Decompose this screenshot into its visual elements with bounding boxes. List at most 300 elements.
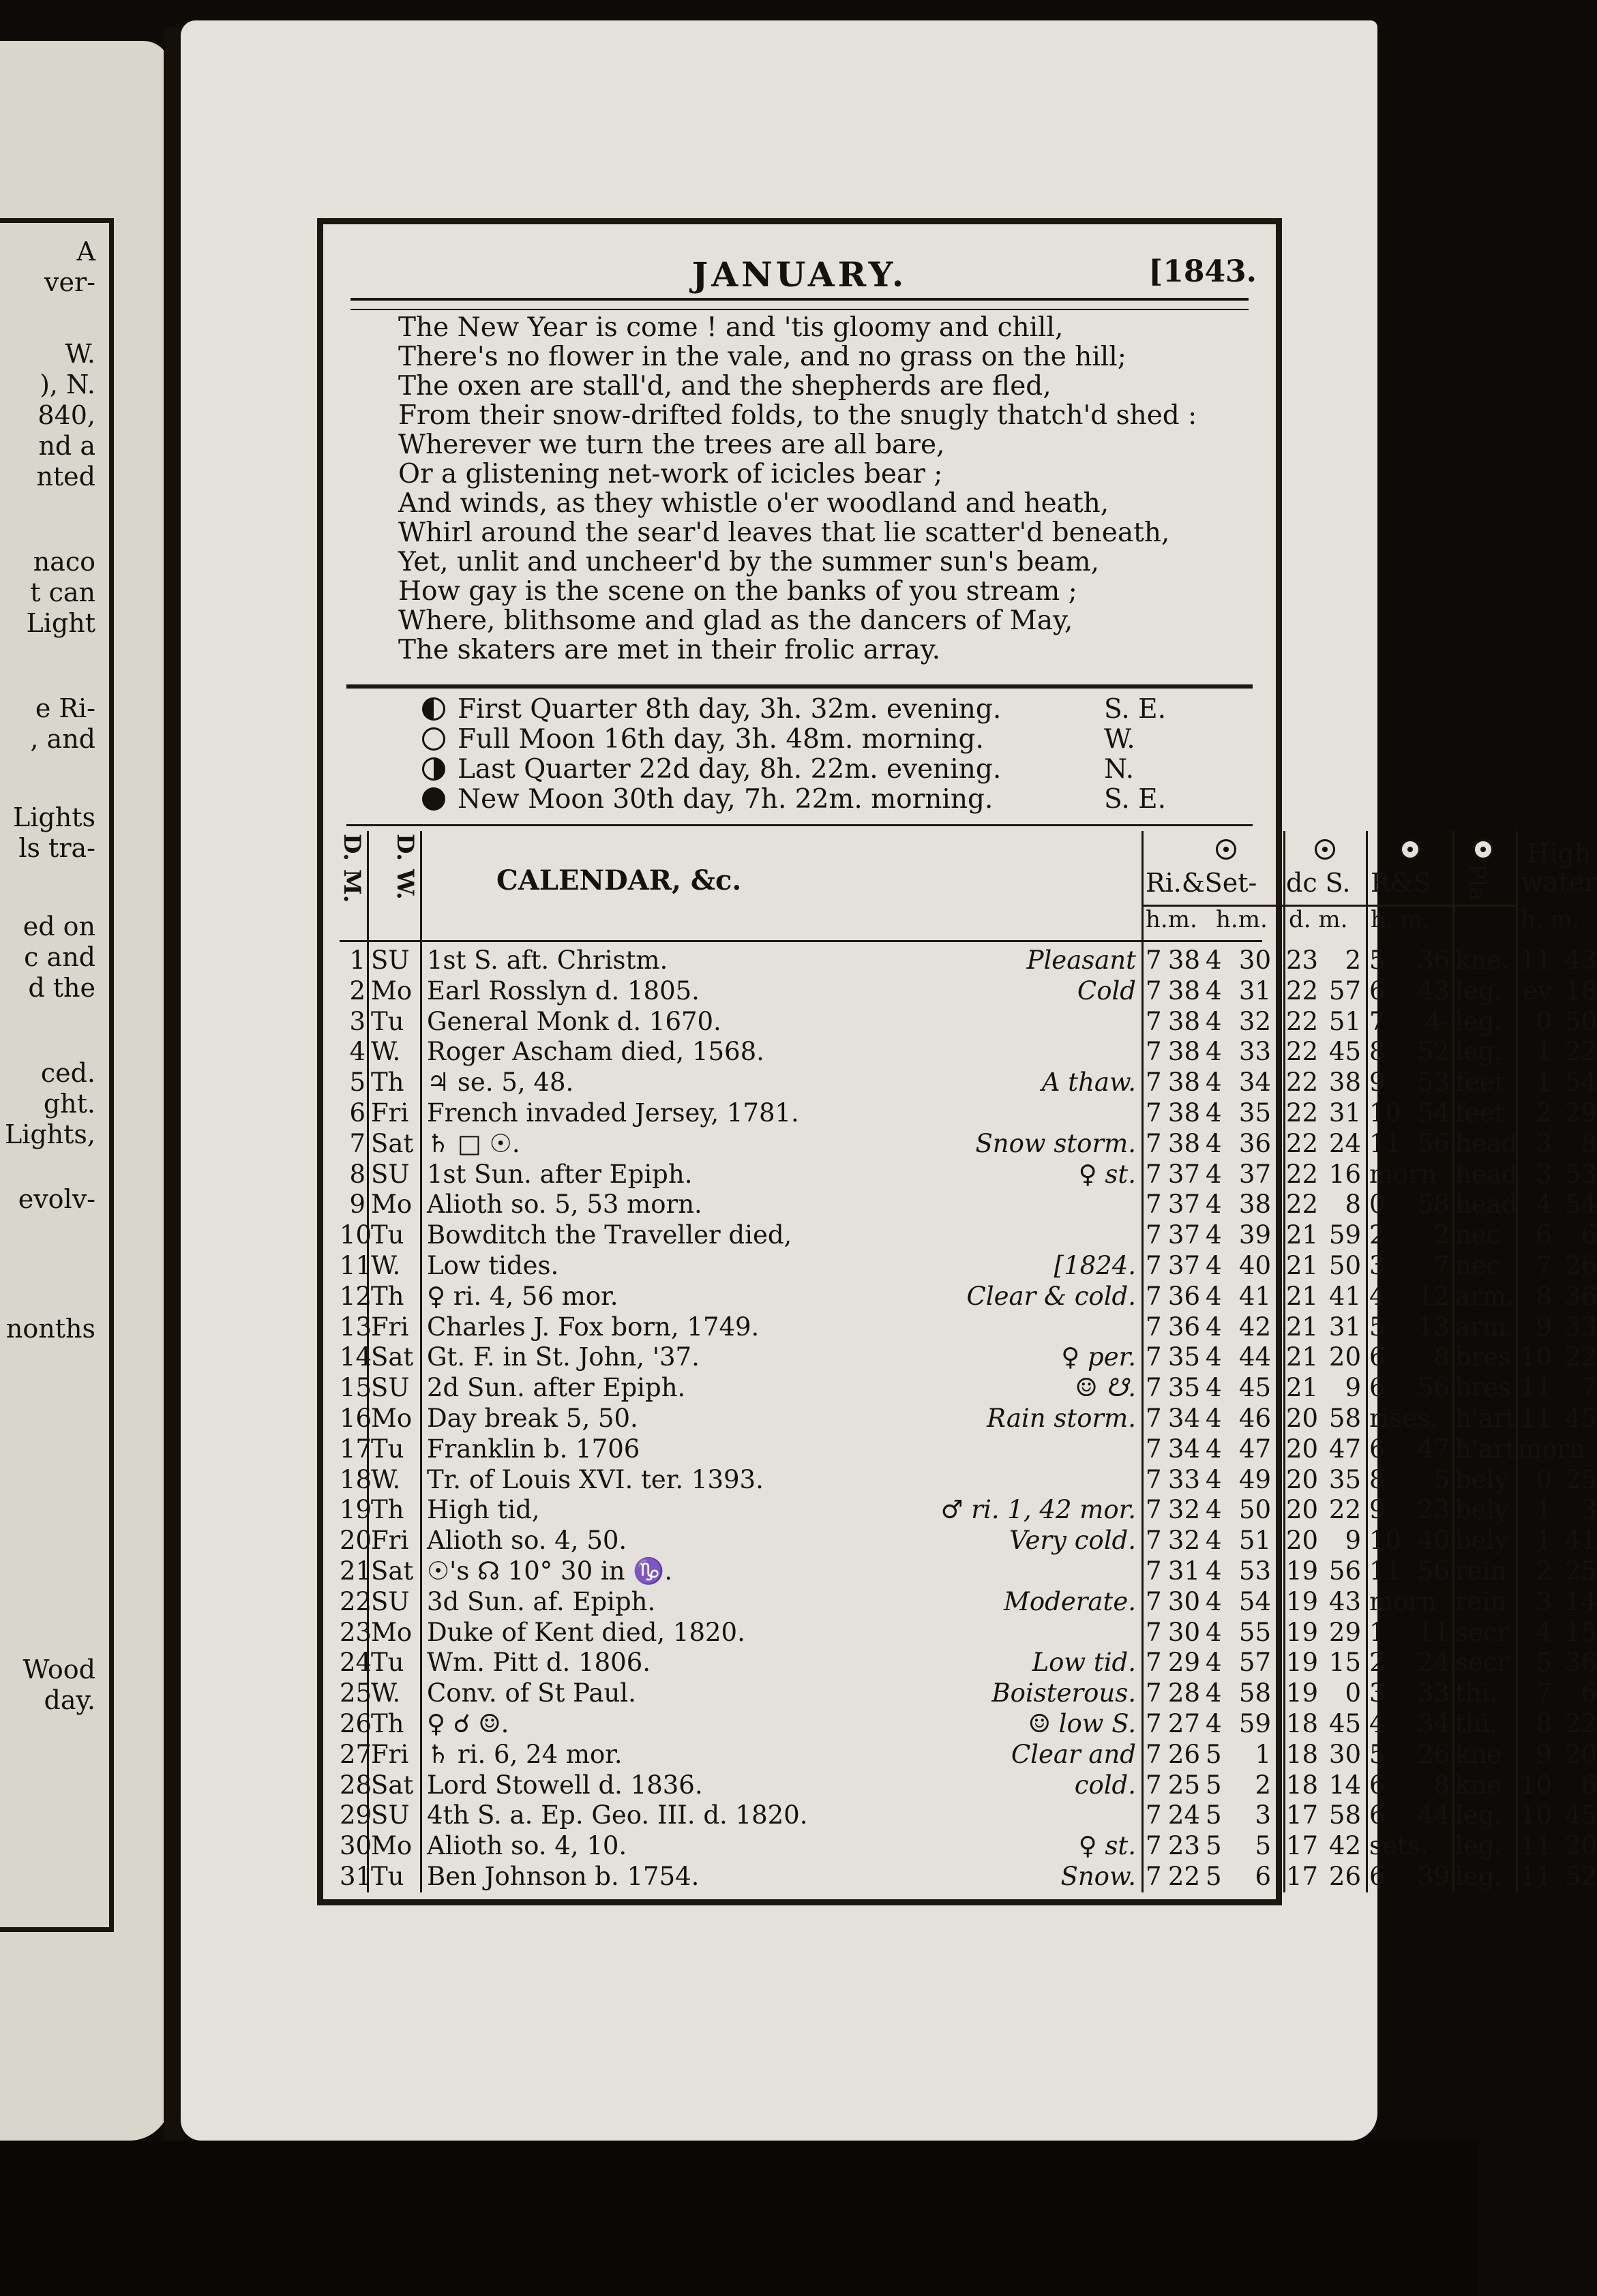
declination-minutes: 26 [1328, 1861, 1361, 1891]
sun-set-minute: 35 [1238, 1098, 1271, 1128]
calendar-event: ♄ ri. 6, 24 mor. [427, 1739, 623, 1769]
sun-set-hour: 4 [1206, 1190, 1222, 1220]
sun-set-hour: 4 [1206, 1037, 1222, 1067]
moon-place: feet [1455, 1068, 1505, 1098]
page-shadow [0, 2141, 1477, 2296]
calendar-event: Duke of Kent died, 1820. [427, 1617, 745, 1647]
sun-set-minute: 5 [1255, 1831, 1271, 1861]
sun-set-minute: 6 [1255, 1861, 1271, 1891]
moon-place: rein [1455, 1586, 1507, 1616]
moon-rise-set-hour: 7 [1369, 1006, 1386, 1036]
moon-phase-text: New Moon 30th day, 7h. 22m. morning. [458, 784, 994, 815]
sun-set-minute: 45 [1238, 1373, 1271, 1403]
moon-rise-set-hour: 6 [1369, 976, 1386, 1006]
day-of-week: W. [371, 1037, 401, 1067]
moon-rise-set-hour: 9 [1369, 1495, 1386, 1525]
sun-set-minute: 44 [1238, 1342, 1271, 1372]
day-of-month: 1 [349, 946, 365, 975]
left-page-text-fragment: ed on [23, 911, 95, 941]
table-row [340, 1526, 1597, 1556]
sun-rise-hour: 7 [1146, 1068, 1162, 1098]
high-water-hour: 11 [1519, 946, 1552, 975]
calendar-note: cold. [1074, 1770, 1136, 1800]
left-page-text-fragment: day. [44, 1685, 95, 1715]
moon-rise-set-minute: 23 [1417, 1495, 1450, 1525]
calendar-entry [427, 1587, 1136, 1617]
declination-minutes: 43 [1328, 1586, 1361, 1616]
calendar-entry [427, 1618, 1136, 1648]
calendar-note: ♀ per. [1061, 1342, 1136, 1372]
calendar-entry [427, 1800, 1136, 1830]
left-page-text-fragment: 840, [38, 400, 95, 430]
moon-rise-set-hour: 1 [1369, 1617, 1386, 1647]
moon-rise-set-minute: 40 [1417, 1526, 1450, 1556]
high-water-hour: 7 [1536, 1678, 1552, 1708]
poem-line: Or a glistening net-work of icicles bear ; [398, 459, 943, 489]
year-label: [1843. [1148, 254, 1257, 289]
declination-degrees: 21 [1286, 1312, 1319, 1342]
table-row [340, 1250, 1597, 1282]
moon-place: leg. [1455, 1006, 1503, 1036]
table-row [340, 1739, 1597, 1770]
calendar-event: Franklin b. 1706 [427, 1434, 640, 1464]
declination-minutes: 31 [1328, 1098, 1361, 1128]
poem-rule [346, 684, 1253, 689]
sun-set-minute: 36 [1238, 1128, 1271, 1158]
calendar-event: Alioth so. 4, 10. [427, 1831, 627, 1861]
sun-rise-minute: 38 [1167, 946, 1200, 975]
calendar-event: Tr. of Louis XVI. ter. 1393. [427, 1464, 764, 1494]
declination-minutes: 47 [1328, 1434, 1361, 1464]
calendar-entry [427, 1526, 1136, 1556]
calendar-note: Snow. [1060, 1861, 1136, 1891]
declination-minutes: 58 [1328, 1800, 1361, 1830]
declination-degrees: 18 [1286, 1739, 1319, 1769]
left-page-text-fragment: ver- [44, 267, 95, 297]
day-of-month: 15 [340, 1373, 372, 1403]
header-day-of-month: D. M. [338, 834, 365, 903]
sun-set-hour: 5 [1206, 1739, 1222, 1769]
day-of-month: 27 [340, 1739, 372, 1769]
table-row [340, 1556, 1597, 1587]
declination-minutes: 30 [1328, 1739, 1361, 1769]
day-of-month: 13 [340, 1312, 372, 1342]
declination-degrees: 21 [1286, 1373, 1319, 1403]
day-of-month: 21 [340, 1556, 372, 1586]
moon-rise-set-hour: 5 [1369, 946, 1386, 975]
high-water-hour: 7 [1536, 1250, 1552, 1280]
high-water-minute: 53 [1564, 1159, 1597, 1189]
day-of-month: 19 [340, 1495, 372, 1525]
sun-set-hour: 5 [1206, 1861, 1222, 1891]
moon-rise-set-minute: 54 [1417, 1098, 1450, 1128]
calendar-event: Low tides. [427, 1250, 559, 1280]
day-of-week: SU [371, 946, 410, 975]
calendar-event: ♃ se. 5, 48. [427, 1068, 574, 1098]
calendar-entry [427, 946, 1136, 976]
day-of-week: Th [371, 1708, 404, 1738]
calendar-event: Lord Stowell d. 1836. [427, 1770, 703, 1800]
table-row [340, 1128, 1597, 1160]
header-day-of-week: D. W. [391, 834, 419, 900]
day-of-month: 4 [349, 1037, 365, 1067]
day-of-week: SU [371, 1159, 410, 1189]
high-water-minute: 29 [1564, 1098, 1597, 1128]
new-moon-icon [422, 787, 445, 811]
calendar-event: Wm. Pitt d. 1806. [427, 1648, 651, 1678]
moon-rise-set-minute: 11 [1417, 1617, 1450, 1647]
poem-line: Whirl around the sear'd leaves that lie scatter'd beneath, [398, 517, 1170, 548]
high-water-hour: 6 [1536, 1220, 1552, 1250]
sun-rise-hour: 7 [1146, 946, 1162, 975]
day-of-month: 23 [340, 1617, 372, 1647]
declination-minutes: 22 [1328, 1495, 1361, 1525]
moon-phase-text: First Quarter 8th day, 3h. 32m. evening. [458, 694, 1002, 725]
sun-set-hour: 4 [1206, 976, 1222, 1006]
moon-rise-set-hour: 0 [1369, 1190, 1386, 1220]
calendar-note: ♀ st. [1078, 1159, 1136, 1189]
day-of-week: Mo [371, 1617, 413, 1647]
sun-rise-hour: 7 [1146, 1739, 1162, 1769]
high-water-hour: 10 [1519, 1800, 1552, 1830]
high-water-hour: 11 [1519, 1403, 1552, 1433]
high-water-hour: 0 [1536, 1464, 1552, 1494]
last-quarter-moon-icon [422, 757, 445, 781]
calendar-entry [427, 1098, 1136, 1128]
moon-place: nec [1455, 1220, 1501, 1250]
moon-place: arm. [1455, 1312, 1514, 1342]
declination-degrees: 21 [1286, 1250, 1319, 1280]
sun-set-hour: 4 [1206, 1403, 1222, 1433]
calendar-event: Alioth so. 4, 50. [427, 1526, 627, 1556]
moon-rise-set-minute: 7 [1433, 1250, 1450, 1280]
moon-phase-row [422, 695, 1206, 725]
day-of-week: Sat [371, 1128, 414, 1158]
day-of-month: 6 [349, 1098, 365, 1128]
declination-minutes: 56 [1328, 1556, 1361, 1586]
calendar-rows [340, 946, 1597, 1892]
declination-degrees: 22 [1286, 1098, 1319, 1128]
table-row [340, 1586, 1597, 1618]
moon-place: leg. [1455, 1831, 1503, 1861]
sun-rise-hour: 7 [1146, 1250, 1162, 1280]
sun-set-hour: 4 [1206, 1617, 1222, 1647]
calendar-note: Rain storm. [987, 1403, 1136, 1433]
calendar-entry [427, 976, 1136, 1006]
left-page [0, 41, 170, 2141]
header-units: h.m. [1146, 906, 1197, 933]
sun-rise-hour: 7 [1146, 1006, 1162, 1036]
sun-set-minute: 49 [1238, 1464, 1271, 1494]
sun-rise-hour: 7 [1146, 1708, 1162, 1738]
moon-place: bres [1455, 1342, 1512, 1372]
left-page-text-fragment: Lights [13, 802, 95, 832]
calendar-note: Pleasant [1026, 946, 1136, 975]
sun-rise-hour: 7 [1146, 1281, 1162, 1311]
day-of-month: 9 [349, 1190, 365, 1220]
left-page-text-fragment: evolv- [18, 1184, 95, 1214]
sun-rise-hour: 7 [1146, 1617, 1162, 1647]
moon-place: bely [1455, 1495, 1509, 1525]
high-water-hour: 10 [1519, 1342, 1552, 1372]
day-of-week: Fri [371, 1526, 409, 1556]
left-page-text-fragment: t can [30, 577, 95, 607]
sun-set-hour: 4 [1206, 1373, 1222, 1403]
calendar-entry [427, 1007, 1136, 1037]
moon-phase-text: Full Moon 16th day, 3h. 48m. morning. [458, 724, 984, 755]
calendar-entry [427, 1220, 1136, 1250]
high-water-minute: 36 [1564, 1281, 1597, 1311]
moon-rise-set-hour: 11 [1369, 1128, 1402, 1158]
high-water-hour: 5 [1536, 1648, 1552, 1678]
calendar-entry [427, 1251, 1136, 1281]
high-water-minute: 36 [1564, 1648, 1597, 1678]
sun-rise-hour: 7 [1146, 1648, 1162, 1678]
sun-rise-minute: 38 [1167, 1037, 1200, 1067]
high-water-minute: 20 [1564, 1831, 1597, 1861]
sun-rise-hour: 7 [1146, 1464, 1162, 1494]
declination-degrees: 22 [1286, 1006, 1319, 1036]
calendar-note: Low tid. [1032, 1648, 1136, 1678]
moon-rise-set-hour: 6 [1369, 1770, 1386, 1800]
sun-set-minute: 32 [1238, 1006, 1271, 1036]
left-page-text-fragment: ls tra- [18, 833, 95, 863]
declination-degrees: 17 [1286, 1831, 1319, 1861]
almanac-frame [317, 218, 1597, 1905]
left-page-text-fragment: Lights, [4, 1119, 95, 1149]
sun-rise-hour: 7 [1146, 1403, 1162, 1433]
sun-rise-hour: 7 [1146, 1128, 1162, 1158]
sun-set-hour: 4 [1206, 1586, 1222, 1616]
sun-rise-hour: 7 [1146, 1098, 1162, 1128]
table-row [340, 1098, 1597, 1129]
calendar-note: Boisterous. [991, 1678, 1136, 1708]
moon-rise-set-hour: 2 [1369, 1220, 1386, 1250]
moon-place: leg. [1455, 1861, 1503, 1891]
calendar-event: 3d Sun. af. Epiph. [427, 1586, 656, 1616]
declination-minutes: 51 [1328, 1006, 1361, 1036]
table-row [340, 1312, 1597, 1343]
sun-set-minute: 42 [1238, 1312, 1271, 1342]
day-of-month: 31 [340, 1861, 372, 1891]
high-water-hour: 8 [1536, 1708, 1552, 1738]
sun-set-hour: 4 [1206, 1098, 1222, 1128]
moon-place: kne [1455, 1739, 1502, 1769]
calendar-event: 1st Sun. after Epiph. [427, 1159, 693, 1189]
sun-rise-minute: 35 [1167, 1342, 1200, 1372]
sun-rise-minute: 27 [1167, 1708, 1200, 1738]
sun-rise-hour: 7 [1146, 1861, 1162, 1891]
high-water-hour: 11 [1519, 1831, 1552, 1861]
calendar-event: Gt. F. in St. John, '37. [427, 1342, 700, 1372]
moon-rise-set-hour: 8 [1369, 1037, 1386, 1067]
sun-rise-minute: 38 [1167, 976, 1200, 1006]
sun-rise-hour: 7 [1146, 1190, 1162, 1220]
calendar-event: 1st S. aft. Christm. [427, 946, 668, 975]
sun-rise-minute: 36 [1167, 1312, 1200, 1342]
declination-minutes: 41 [1328, 1281, 1361, 1311]
moon-rise-set-hour: 6 [1369, 1373, 1386, 1403]
moon-phase-text: Last Quarter 22d day, 8h. 22m. evening. [458, 754, 1002, 785]
high-water-minute: 25 [1564, 1556, 1597, 1586]
high-water-hour: 11 [1519, 1373, 1552, 1403]
calendar-note: Clear and [1011, 1739, 1136, 1769]
table-row [340, 946, 1597, 976]
declination-degrees: 20 [1286, 1403, 1319, 1433]
moon-rise-set-minute: 4- [1424, 1006, 1450, 1036]
calendar-note: ♂ ri. 1, 42 mor. [940, 1495, 1136, 1525]
sun-rise-hour: 7 [1146, 976, 1162, 1006]
calendar-entry [427, 1312, 1136, 1342]
table-row [340, 1403, 1597, 1434]
calendar-event: 4th S. a. Ep. Geo. III. d. 1820. [427, 1800, 808, 1830]
moon-place: arm. [1455, 1281, 1514, 1311]
sun-rise-hour: 7 [1146, 1312, 1162, 1342]
sun-rise-minute: 32 [1167, 1526, 1200, 1556]
moon-phase-direction: S. E. [1104, 784, 1166, 815]
moon-place: h'art [1455, 1403, 1516, 1433]
sun-rise-minute: 37 [1167, 1190, 1200, 1220]
sun-set-hour: 4 [1206, 1495, 1222, 1525]
sun-rise-hour: 7 [1146, 1526, 1162, 1556]
high-water-minute: 7 [1581, 1373, 1597, 1403]
declination-minutes: 59 [1328, 1220, 1361, 1250]
high-water-hour: 2 [1536, 1098, 1552, 1128]
declination-minutes: 0 [1345, 1678, 1361, 1708]
calendar-event: Roger Ascham died, 1568. [427, 1037, 764, 1067]
moon-rise-set-hour: morn [1369, 1586, 1437, 1616]
calendar-event: Alioth so. 5, 53 morn. [427, 1190, 702, 1220]
declination-minutes: 58 [1328, 1403, 1361, 1433]
calendar-event: Charles J. Fox born, 1749. [427, 1312, 760, 1342]
declination-minutes: 42 [1328, 1831, 1361, 1861]
sun-set-minute: 50 [1238, 1495, 1271, 1525]
sun-set-hour: 5 [1206, 1800, 1222, 1830]
moon-rise-set-hour: 8 [1369, 1464, 1386, 1494]
table-row [340, 1678, 1597, 1709]
sun-set-minute: 33 [1238, 1037, 1271, 1067]
high-water-hour: 4 [1536, 1617, 1552, 1647]
sun-set-hour: 4 [1206, 1220, 1222, 1250]
high-water-minute: 50 [1564, 1006, 1597, 1036]
declination-minutes: 45 [1328, 1037, 1361, 1067]
sun-set-hour: 4 [1206, 1281, 1222, 1311]
declination-minutes: 20 [1328, 1342, 1361, 1372]
poem-line: The skaters are met in their frolic array. [398, 635, 940, 665]
moon-place: secr [1455, 1648, 1510, 1678]
declination-minutes: 31 [1328, 1312, 1361, 1342]
left-page-text-fragment: Light [26, 608, 95, 638]
table-row [340, 1831, 1597, 1862]
calendar-event: Day break 5, 50. [427, 1403, 638, 1433]
moon-rise-set-minute: 5 [1433, 1464, 1450, 1494]
moon-icon [1315, 839, 1335, 860]
day-of-week: W. [371, 1250, 401, 1280]
calendar-event: French invaded Jersey, 1781. [427, 1098, 799, 1128]
calendar-event: Conv. of St Paul. [427, 1678, 636, 1708]
declination-degrees: 19 [1286, 1648, 1319, 1678]
sun-rise-minute: 35 [1167, 1373, 1200, 1403]
moon-place: bres [1455, 1373, 1512, 1403]
sun-rise-minute: 34 [1167, 1403, 1200, 1433]
day-of-month: 22 [340, 1586, 372, 1616]
header-calendar: CALENDAR, &c. [496, 864, 742, 896]
table-row [340, 1800, 1597, 1831]
day-of-week: Fri [371, 1098, 409, 1128]
left-page-text-fragment: nted [36, 462, 95, 492]
declination-degrees: 23 [1286, 946, 1319, 975]
calendar-entry [427, 1068, 1136, 1098]
moon-rise-set-hour: 5 [1369, 1312, 1386, 1342]
day-of-week: W. [371, 1464, 401, 1494]
sun-rise-hour: 7 [1146, 1037, 1162, 1067]
day-of-month: 20 [340, 1526, 372, 1556]
moon-rise-set-minute: 52 [1417, 1037, 1450, 1067]
header-moon-rise-set: R&S [1371, 868, 1431, 898]
calendar-entry [427, 1678, 1136, 1708]
day-of-week: Th [371, 1495, 404, 1525]
table-row [340, 976, 1597, 1007]
sun-rise-minute: 30 [1167, 1617, 1200, 1647]
moon-rise-set-hour: sets. [1369, 1831, 1429, 1861]
day-of-month: 17 [340, 1434, 372, 1464]
day-of-week: Tu [371, 1434, 404, 1464]
full-moon-icon [422, 727, 445, 751]
sun-set-hour: 4 [1206, 1708, 1222, 1738]
table-row [340, 1434, 1585, 1465]
header-rise-set: Ri.&Set- [1146, 868, 1257, 898]
table-row [340, 1068, 1597, 1098]
moon-place: leg. [1455, 1800, 1503, 1830]
day-of-week: SU [371, 1586, 410, 1616]
header-declination: dc S. [1286, 868, 1351, 898]
high-water-hour: 11 [1519, 1861, 1552, 1891]
day-of-week: Sat [371, 1770, 414, 1800]
declination-degrees: 21 [1286, 1342, 1319, 1372]
calendar-event: High tid, [427, 1495, 540, 1525]
calendar-entry [427, 1129, 1136, 1159]
moon-rise-set-minute: 56 [1417, 1128, 1450, 1158]
day-of-week: W. [371, 1678, 401, 1708]
poem-line: Wherever we turn the trees are all bare, [398, 429, 945, 460]
poem-line: The oxen are stall'd, and the shepherds are fled, [398, 371, 1051, 402]
sun-set-minute: 53 [1238, 1556, 1271, 1586]
high-water-hour: 3 [1536, 1586, 1552, 1616]
calendar-event: ♀ ri. 4, 56 mor. [427, 1281, 618, 1311]
day-of-month: 3 [349, 1006, 365, 1036]
sun-rise-minute: 37 [1167, 1159, 1200, 1189]
sun-rise-minute: 38 [1167, 1128, 1200, 1158]
moon-rise-set-hour: 6 [1369, 1861, 1386, 1891]
sun-set-hour: 4 [1206, 1678, 1222, 1708]
table-row [340, 1373, 1597, 1404]
calendar-note: Cold [1077, 976, 1136, 1006]
left-page-text-fragment: ced. [40, 1058, 95, 1088]
declination-minutes: 50 [1328, 1250, 1361, 1280]
calendar-entry [427, 1160, 1136, 1190]
sun-set-hour: 4 [1206, 1250, 1222, 1280]
sun-rise-minute: 29 [1167, 1648, 1200, 1678]
calendar-entry [427, 1770, 1136, 1800]
moon-rise-set-hour: 3 [1369, 1678, 1386, 1708]
moon-rise-set-hour: 6 [1369, 1342, 1386, 1372]
calendar-event: ☉'s ☊ 10° 30 in ♑. [427, 1556, 673, 1586]
declination-minutes: 57 [1328, 976, 1361, 1006]
day-of-month: 25 [340, 1678, 372, 1708]
moon-rise-set-minute: 26 [1417, 1739, 1450, 1769]
high-water-minute: 26 [1564, 1250, 1597, 1280]
high-water-minute: 20 [1564, 1739, 1597, 1769]
